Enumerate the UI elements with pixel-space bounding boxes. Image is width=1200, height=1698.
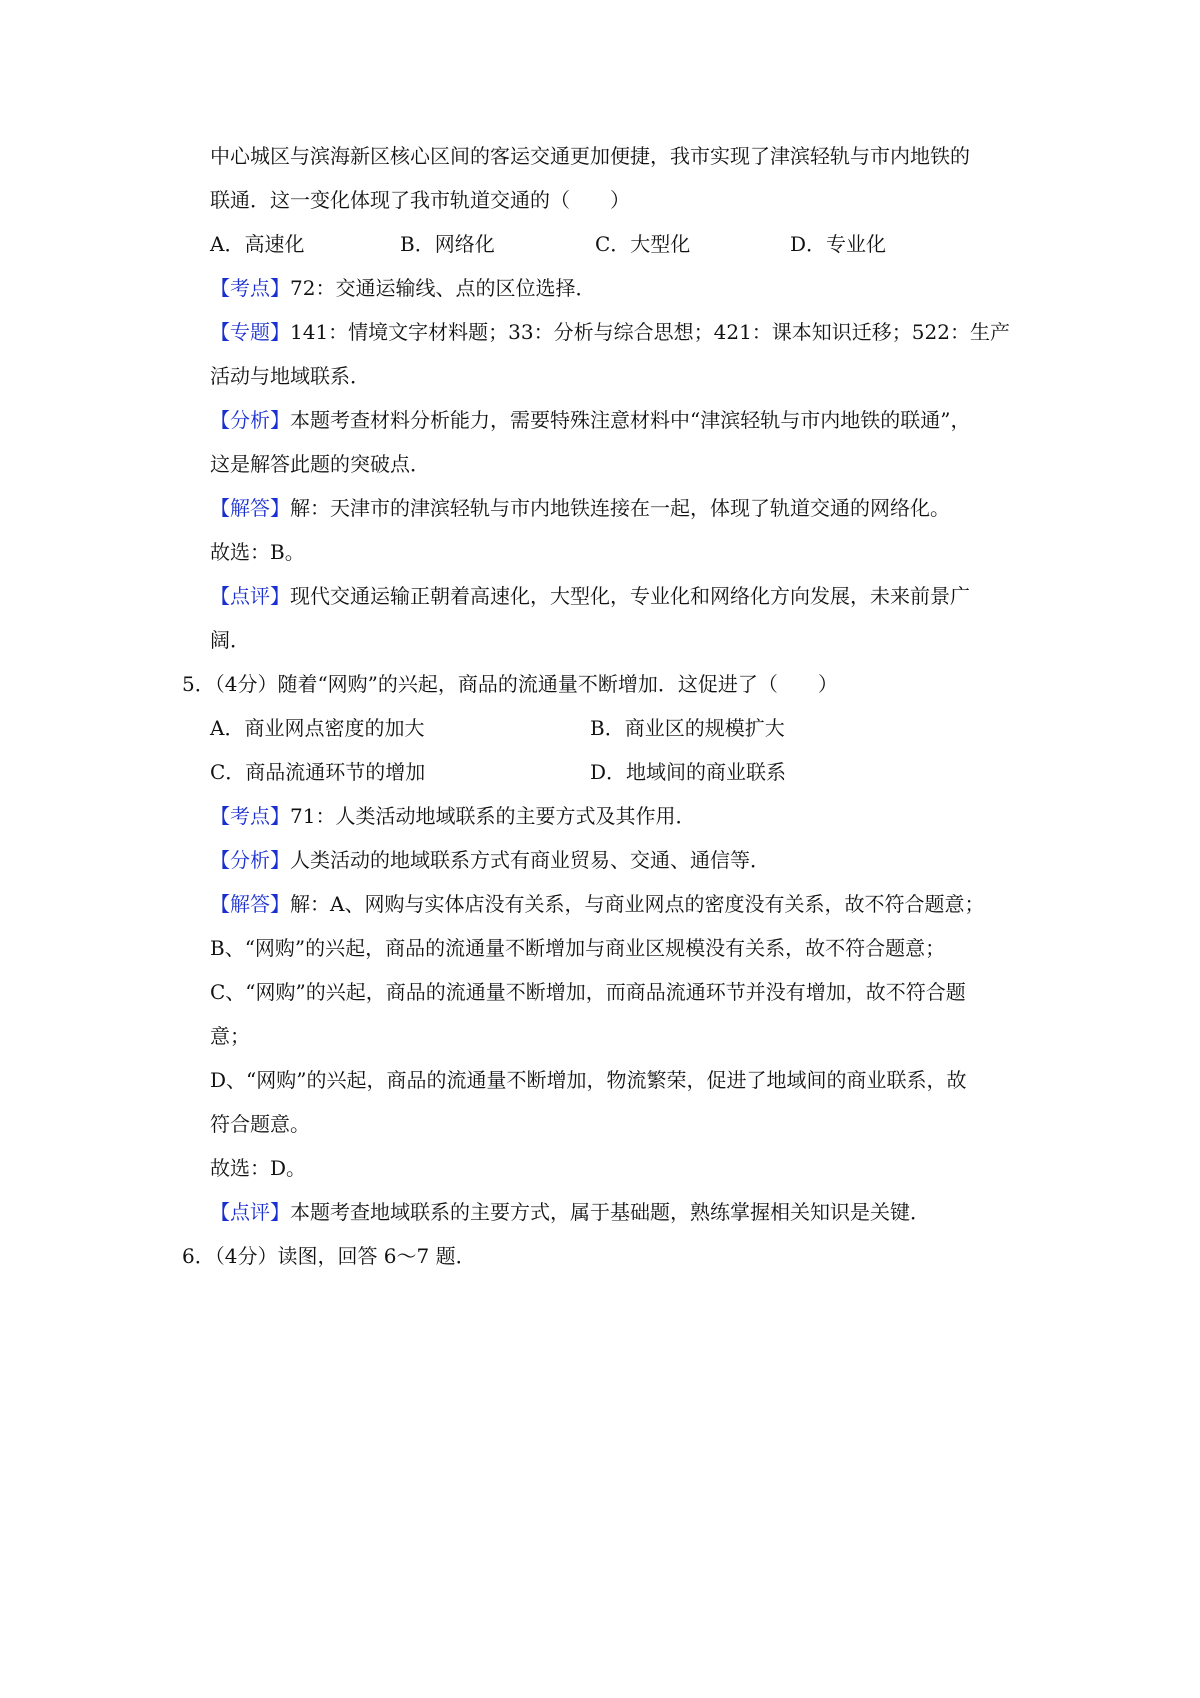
q4-option-a: A．高速化 (210, 232, 305, 256)
q4-options (210, 230, 886, 258)
q4-jieda-answer: 故选：B。 (210, 540, 305, 564)
q4-option-c: C．大型化 (595, 232, 691, 256)
q4-dianping (210, 582, 970, 610)
jieda-tag: 【解答】 (210, 892, 290, 916)
q5-jieda-line-d: D、“网购”的兴起，商品的流通量不断增加，物流繁荣，促进了地域间的商业联系，故 (210, 1068, 967, 1092)
jieda-text: 解：A、网购与实体店没有关系，与商业网点的密度没有关系，故不符合题意； (290, 892, 985, 916)
q4-kaodian (210, 274, 595, 302)
q4-zhuanti-cont: 活动与地域联系． (210, 364, 370, 388)
q4-fenxi (210, 406, 970, 434)
q5-jieda-answer: 故选：D。 (210, 1156, 307, 1180)
q5-jieda-line-d-cont: 符合题意。 (210, 1112, 310, 1136)
dianping-tag: 【点评】 (210, 584, 290, 608)
q5-options-row-1 (210, 714, 785, 742)
q4-option-b: B．网络化 (400, 232, 495, 256)
q4-stem-line-2: 联通．这一变化体现了我市轨道交通的（ ） (210, 188, 630, 212)
fenxi-tag: 【分析】 (210, 408, 290, 432)
zhuanti-text: 141：情境文字材料题；33：分析与综合思想；421：课本知识迁移；522：生产 (290, 320, 1010, 344)
q5-stem: 5．（4分）随着“网购”的兴起，商品的流通量不断增加．这促进了（ ） (182, 672, 838, 696)
q5-fenxi (210, 846, 770, 874)
q5-option-b: B．商业区的规模扩大 (590, 716, 785, 740)
q4-stem-line-1: 中心城区与滨海新区核心区间的客运交通更加便捷，我市实现了津滨轻轨与市内地铁的 (210, 144, 970, 168)
dianping-text: 现代交通运输正朝着高速化，大型化，专业化和网络化方向发展，未来前景广 (290, 584, 970, 608)
q4-zhuanti (210, 318, 1010, 346)
kaodian-text: 71：人类活动地域联系的主要方式及其作用． (290, 804, 696, 828)
fenxi-tag: 【分析】 (210, 848, 290, 872)
q5-option-c: C．商品流通环节的增加 (210, 760, 426, 784)
jieda-tag: 【解答】 (210, 496, 290, 520)
q5-jieda-line-c-cont: 意； (210, 1024, 250, 1048)
q4-fenxi-cont: 这是解答此题的突破点． (210, 452, 430, 476)
fenxi-text: 本题考查材料分析能力，需要特殊注意材料中“津滨轻轨与市内地铁的联通”， (290, 408, 971, 432)
q6-stem: 6．（4分）读图，回答 6～7 题． (182, 1244, 476, 1268)
q5-option-d: D．地域间的商业联系 (590, 760, 787, 784)
q4-option-d: D．专业化 (790, 232, 887, 256)
q4-dianping-cont: 阔． (210, 628, 250, 652)
q5-jieda-line-b: B、“网购”的兴起，商品的流通量不断增加与商业区规模没有关系，故不符合题意； (210, 936, 946, 960)
q5-kaodian (210, 802, 695, 830)
q5-jieda-line-c: C、“网购”的兴起，商品的流通量不断增加，而商品流通环节并没有增加，故不符合题 (210, 980, 966, 1004)
dianping-tag: 【点评】 (210, 1200, 290, 1224)
jieda-text: 解：天津市的津滨轻轨与市内地铁连接在一起，体现了轨道交通的网络化。 (290, 496, 950, 520)
zhuanti-tag: 【专题】 (210, 320, 290, 344)
q4-jieda (210, 494, 950, 522)
q5-option-a: A．商业网点密度的加大 (210, 716, 425, 740)
q5-jieda (210, 890, 984, 918)
kaodian-tag: 【考点】 (210, 804, 290, 828)
fenxi-text: 人类活动的地域联系方式有商业贸易、交通、通信等． (290, 848, 770, 872)
q5-dianping (210, 1198, 930, 1226)
q5-options-row-2 (210, 758, 786, 786)
dianping-text: 本题考查地域联系的主要方式，属于基础题，熟练掌握相关知识是关键． (290, 1200, 930, 1224)
kaodian-text: 72：交通运输线、点的区位选择． (290, 276, 596, 300)
kaodian-tag: 【考点】 (210, 276, 290, 300)
